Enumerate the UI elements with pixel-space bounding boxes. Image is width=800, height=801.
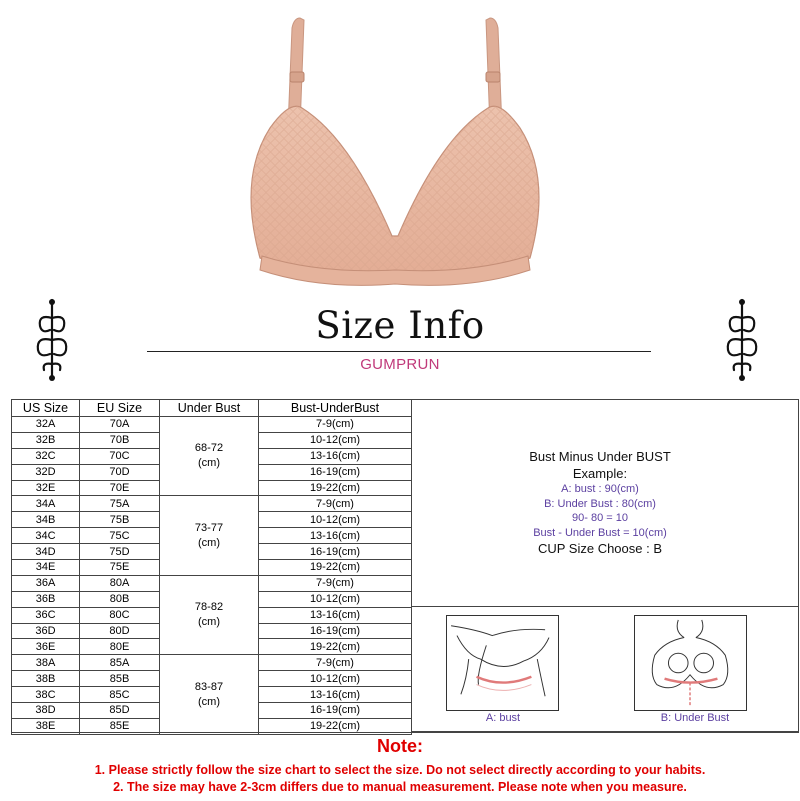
cell-eu-size: 70E xyxy=(80,480,160,496)
illustration-label-under-bust: B: Under Bust xyxy=(660,712,730,724)
cell-eu-size: 80B xyxy=(80,591,160,607)
cell-under-bust xyxy=(160,655,259,734)
example-bust: A: bust : 90(cm) xyxy=(561,483,639,495)
under-bust-unit: (cm) xyxy=(198,536,220,549)
header-bust-underbust: Bust-UnderBust xyxy=(259,400,412,417)
cell-under-bust xyxy=(160,496,259,575)
cell-under-bust xyxy=(160,417,259,496)
cell-us-size: 32C xyxy=(12,448,80,464)
page-title: Size Info xyxy=(315,304,485,347)
table-row xyxy=(12,655,412,671)
note-title: Note: xyxy=(377,736,423,756)
cell-eu-size: 85C xyxy=(80,687,160,703)
cell-bust-difference: 10-12(cm) xyxy=(259,671,412,687)
under-bust-range: 83-87 xyxy=(194,680,224,693)
under-bust-unit: (cm) xyxy=(198,695,220,708)
cell-eu-size: 85E xyxy=(80,718,160,734)
cell-us-size: 32E xyxy=(12,480,80,496)
cell-eu-size: 70D xyxy=(80,464,160,480)
under-bust-unit: (cm) xyxy=(198,457,220,470)
cell-eu-size: 75B xyxy=(80,512,160,528)
example-block xyxy=(411,448,789,557)
cell-us-size: 36C xyxy=(12,607,80,623)
cell-eu-size: 80C xyxy=(80,607,160,623)
example-calc: 90- 80 = 10 xyxy=(572,512,628,524)
cell-bust-difference: 10-12(cm) xyxy=(259,591,412,607)
cell-us-size: 38B xyxy=(12,671,80,687)
cell-bust-difference: 7-9(cm) xyxy=(259,655,412,671)
cell-bust-difference: 19-22(cm) xyxy=(259,480,412,496)
cell-bust-difference: 19-22(cm) xyxy=(259,718,412,734)
cell-bust-difference: 13-16(cm) xyxy=(259,528,412,544)
cell-eu-size: 75A xyxy=(80,496,160,512)
under-bust-unit: (cm) xyxy=(198,616,220,629)
cell-bust-difference: 13-16(cm) xyxy=(259,607,412,623)
cell-us-size: 38D xyxy=(12,703,80,719)
example-result: CUP Size Choose : B xyxy=(537,541,663,556)
cell-bust-difference: 7-9(cm) xyxy=(259,575,412,591)
cell-bust-difference: 7-9(cm) xyxy=(259,496,412,512)
cell-bust-difference: 10-12(cm) xyxy=(259,512,412,528)
cell-bust-difference: 16-19(cm) xyxy=(259,623,412,639)
title-divider xyxy=(147,351,651,352)
under-bust-range: 73-77 xyxy=(194,521,224,534)
cell-eu-size: 85D xyxy=(80,703,160,719)
bust-measure-illustration xyxy=(446,615,559,711)
table-row xyxy=(12,496,412,512)
table-row xyxy=(12,575,412,591)
header-under-bust: Under Bust xyxy=(160,400,259,417)
cell-us-size: 32D xyxy=(12,464,80,480)
cell-eu-size: 80D xyxy=(80,623,160,639)
example-under-bust: B: Under Bust : 80(cm) xyxy=(544,497,656,510)
cell-us-size: 32B xyxy=(12,432,80,448)
cell-bust-difference: 16-19(cm) xyxy=(259,703,412,719)
illustration-label-bust: A: bust xyxy=(485,712,521,724)
cell-us-size: 36A xyxy=(12,575,80,591)
cell-bust-difference: 10-12(cm) xyxy=(259,432,412,448)
header-eu-size: EU Size xyxy=(80,400,160,417)
cell-bust-difference: 19-22(cm) xyxy=(259,639,412,655)
cell-us-size: 32A xyxy=(12,417,80,433)
cell-eu-size: 80A xyxy=(80,575,160,591)
table-header-row xyxy=(12,400,412,417)
cell-bust-difference: 13-16(cm) xyxy=(259,687,412,703)
cell-eu-size: 75E xyxy=(80,560,160,576)
cell-us-size: 34A xyxy=(12,496,80,512)
cell-us-size: 36E xyxy=(12,639,80,655)
cell-bust-difference: 16-19(cm) xyxy=(259,544,412,560)
cell-eu-size: 70A xyxy=(80,417,160,433)
cell-under-bust xyxy=(160,575,259,654)
cell-eu-size: 85B xyxy=(80,671,160,687)
cell-eu-size: 80E xyxy=(80,639,160,655)
note-line-2: 2. The size may have 2-3cm differs due to manual measurement. Please note when you measure. xyxy=(113,780,687,794)
cell-us-size: 36D xyxy=(12,623,80,639)
cell-us-size: 34C xyxy=(12,528,80,544)
cell-eu-size: 70C xyxy=(80,448,160,464)
cell-us-size: 34E xyxy=(12,560,80,576)
cell-bust-difference: 16-19(cm) xyxy=(259,464,412,480)
example-label: Example: xyxy=(572,466,628,481)
cell-us-size: 34D xyxy=(12,544,80,560)
cell-bust-difference: 13-16(cm) xyxy=(259,448,412,464)
cell-us-size: 38A xyxy=(12,655,80,671)
cell-bust-difference: 19-22(cm) xyxy=(259,560,412,576)
underbust-measure-illustration xyxy=(634,615,747,711)
size-table xyxy=(11,399,412,735)
cell-us-size: 38E xyxy=(12,718,80,734)
bra-product-image xyxy=(230,8,560,298)
example-heading: Bust Minus Under BUST xyxy=(529,449,671,464)
note-line-1: 1. Please strictly follow the size chart to select the size. Do not select directly according to your habits. xyxy=(94,763,706,777)
cell-us-size: 34B xyxy=(12,512,80,528)
table-row xyxy=(12,417,412,433)
under-bust-range: 68-72 xyxy=(194,442,224,455)
cell-eu-size: 75C xyxy=(80,528,160,544)
brand-name: GUMPRUN xyxy=(360,356,440,373)
cell-eu-size: 70B xyxy=(80,432,160,448)
cell-us-size: 36B xyxy=(12,591,80,607)
example-formula: Bust - Under Bust = 10(cm) xyxy=(533,526,667,539)
cell-bust-difference: 7-9(cm) xyxy=(259,417,412,433)
panel-divider xyxy=(411,606,799,607)
cell-eu-size: 85A xyxy=(80,655,160,671)
under-bust-range: 78-82 xyxy=(194,601,224,614)
cell-us-size: 38C xyxy=(12,687,80,703)
header-us-size: US Size xyxy=(12,400,80,417)
cell-eu-size: 75D xyxy=(80,544,160,560)
